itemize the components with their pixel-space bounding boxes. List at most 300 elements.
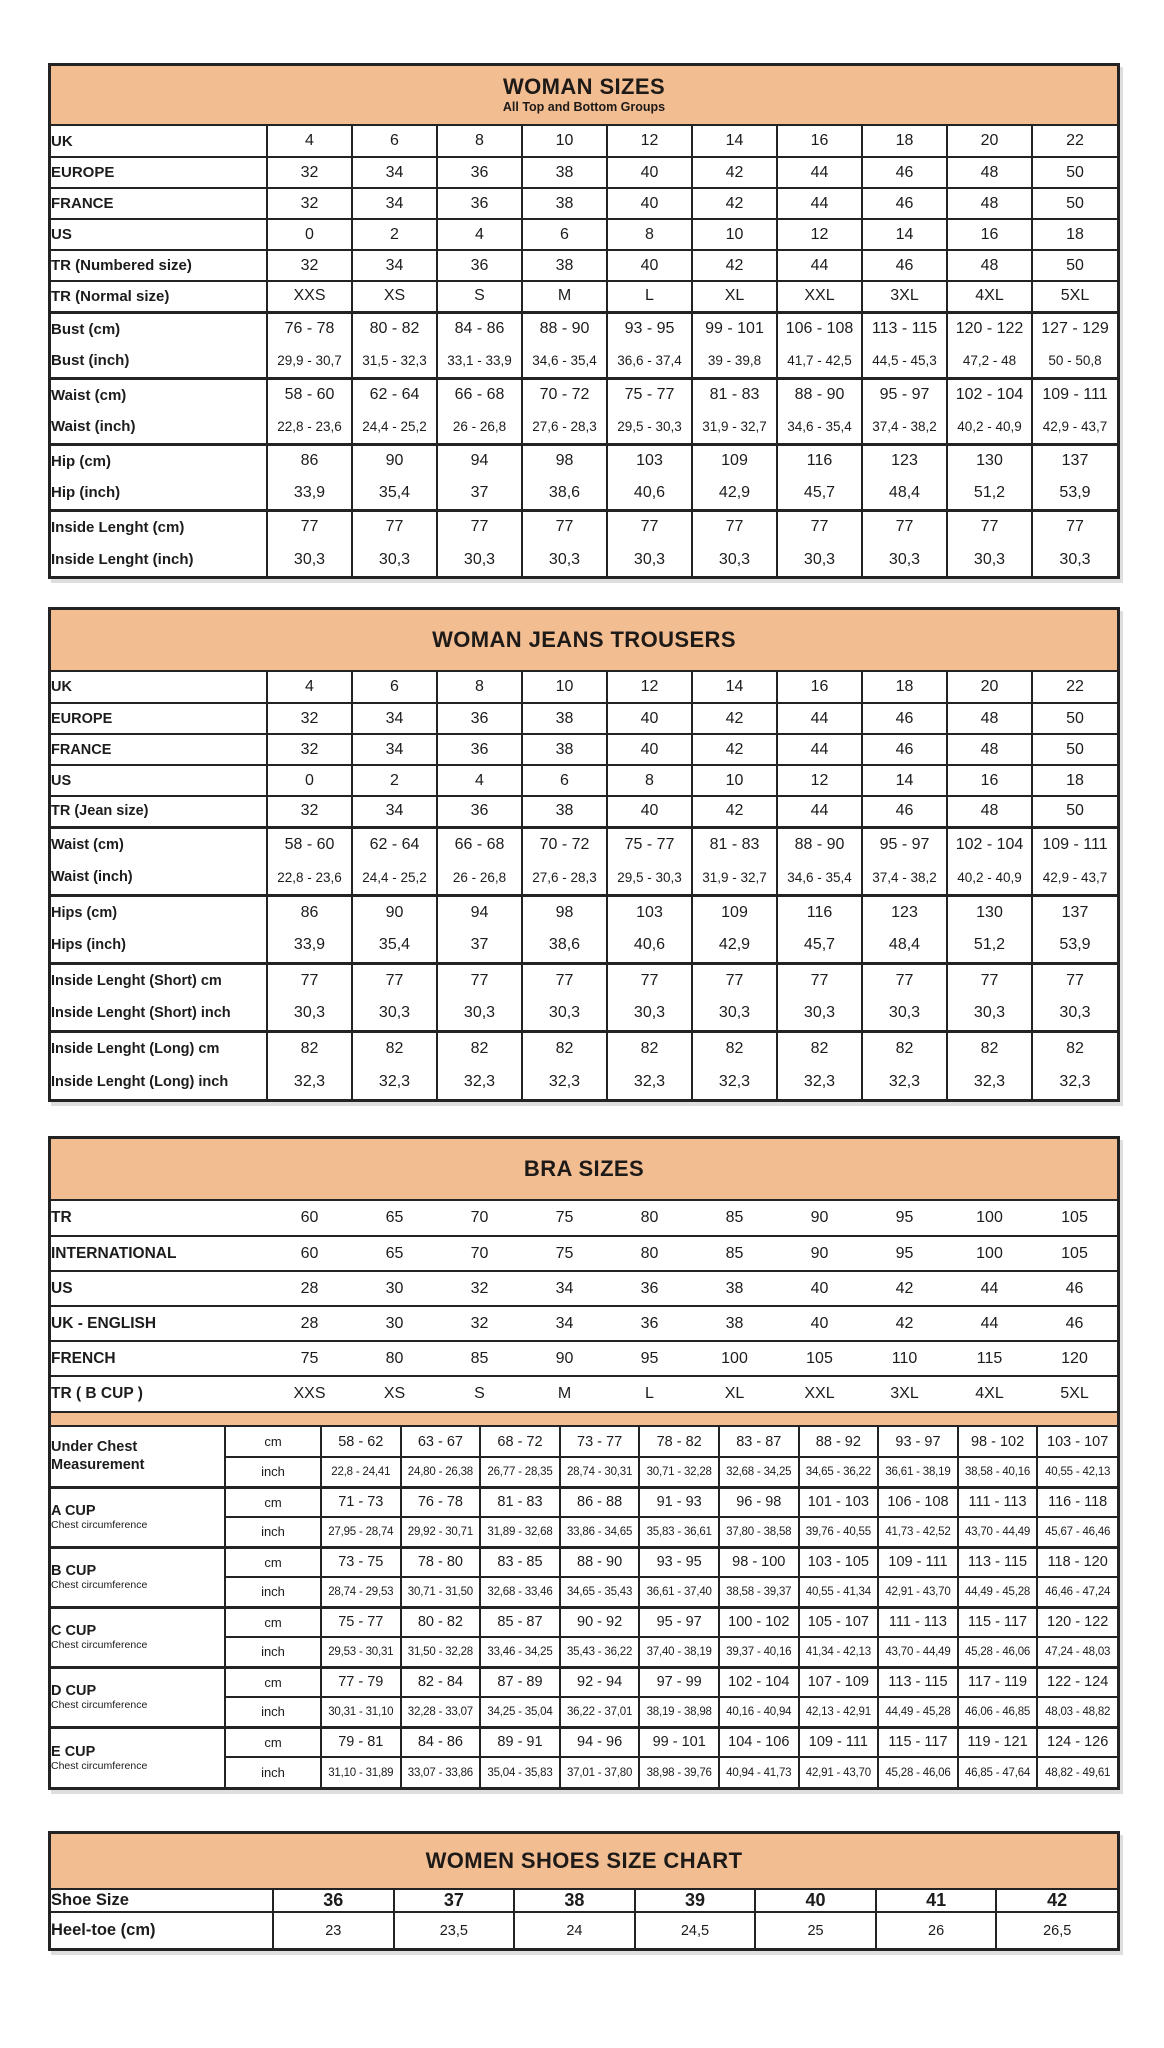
cell-value: 36 bbox=[437, 157, 522, 188]
table-row bbox=[51, 929, 1117, 963]
jeans-trousers-header bbox=[51, 610, 1117, 672]
cell-value: 34,6 - 35,4 bbox=[777, 861, 862, 895]
cell-value: 34 bbox=[352, 157, 437, 188]
cell-value: 38 bbox=[514, 1890, 635, 1912]
cell-value: 51,2 bbox=[947, 477, 1032, 510]
row-group-label: B CUP Chest circumference bbox=[51, 1547, 225, 1607]
cell-value: 75 - 77 bbox=[607, 378, 692, 411]
cell-value: 37,4 - 38,2 bbox=[862, 861, 947, 895]
cell-value: 109 bbox=[692, 895, 777, 929]
cell-value: 87 - 89 bbox=[480, 1667, 560, 1697]
cell-value: 40 bbox=[607, 188, 692, 219]
cell-value: 34 bbox=[352, 796, 437, 827]
cell-value: 103 - 105 bbox=[799, 1547, 879, 1577]
cell-value: 62 - 64 bbox=[352, 827, 437, 861]
cell-value: 36,61 - 38,19 bbox=[878, 1457, 958, 1487]
cell-value: 105 - 107 bbox=[799, 1607, 879, 1637]
row-label: TR (Jean size) bbox=[51, 796, 267, 827]
unit-label: inch bbox=[225, 1457, 321, 1487]
cell-value: 109 - 111 bbox=[1032, 827, 1117, 861]
cell-value: 82 bbox=[947, 1031, 1032, 1065]
cell-value: 48,03 - 48,82 bbox=[1037, 1697, 1117, 1727]
cell-value: 89 - 91 bbox=[480, 1727, 560, 1757]
cell-value: 115 bbox=[947, 1341, 1032, 1376]
table-row bbox=[51, 1487, 1117, 1517]
cell-value: 36 bbox=[437, 703, 522, 734]
cell-value: 34,6 - 35,4 bbox=[522, 345, 607, 378]
cell-value: 77 bbox=[1032, 510, 1117, 543]
cell-value: 77 bbox=[607, 963, 692, 997]
cell-value: 43,70 - 44,49 bbox=[958, 1517, 1038, 1547]
cell-value: 26 - 26,8 bbox=[437, 861, 522, 895]
cell-value: 50 bbox=[1032, 734, 1117, 765]
row-group-label: C CUP Chest circumference bbox=[51, 1607, 225, 1667]
unit-label: inch bbox=[225, 1757, 321, 1787]
cell-value: 90 bbox=[777, 1236, 862, 1271]
cell-value: 34 bbox=[352, 188, 437, 219]
cell-value: 83 - 87 bbox=[719, 1427, 799, 1457]
table-row bbox=[51, 126, 1117, 157]
cell-value: 83 - 85 bbox=[480, 1547, 560, 1577]
cell-value: 36 bbox=[437, 188, 522, 219]
cell-value: 103 bbox=[607, 444, 692, 477]
table-row bbox=[51, 1341, 1117, 1376]
cell-value: 119 - 121 bbox=[958, 1727, 1038, 1757]
cell-value: 42 bbox=[692, 157, 777, 188]
cell-value: 14 bbox=[862, 765, 947, 796]
cell-value: 4XL bbox=[947, 1376, 1032, 1411]
row-label: TR (Normal size) bbox=[51, 281, 267, 312]
cell-value: 109 - 111 bbox=[1032, 378, 1117, 411]
cell-value: 53,9 bbox=[1032, 929, 1117, 963]
cell-value: 32,3 bbox=[607, 1065, 692, 1099]
cell-value: 35,43 - 36,22 bbox=[560, 1637, 640, 1667]
cell-value: 38,6 bbox=[522, 929, 607, 963]
row-label: Inside Lenght (cm) bbox=[51, 510, 267, 543]
cell-value: 84 - 86 bbox=[437, 312, 522, 345]
cell-value: 18 bbox=[862, 672, 947, 703]
cell-value: 50 bbox=[1032, 157, 1117, 188]
cell-value: 39 bbox=[635, 1890, 756, 1912]
cell-value: 130 bbox=[947, 895, 1032, 929]
row-label: UK bbox=[51, 679, 72, 695]
cell-value: 24,5 bbox=[635, 1912, 756, 1948]
cell-value: 77 bbox=[522, 963, 607, 997]
cell-value: 44,49 - 45,28 bbox=[878, 1697, 958, 1727]
cell-value: 6 bbox=[352, 672, 437, 703]
cell-value: 31,9 - 32,7 bbox=[692, 861, 777, 895]
cell-value: 30,3 bbox=[267, 543, 352, 576]
cell-value: 76 - 78 bbox=[401, 1487, 481, 1517]
cell-value: 75 bbox=[555, 1209, 574, 1226]
cell-value: 16 bbox=[777, 672, 862, 703]
unit-label: cm bbox=[225, 1607, 321, 1637]
cell-value: 5XL bbox=[1032, 281, 1117, 312]
cell-value: 100 bbox=[947, 1236, 1032, 1271]
cell-value: 71 - 73 bbox=[321, 1487, 401, 1517]
cell-value: 101 - 103 bbox=[799, 1487, 879, 1517]
cell-value: 30,3 bbox=[947, 543, 1032, 576]
table-row bbox=[51, 963, 1117, 997]
cell-value: 32,3 bbox=[1032, 1065, 1117, 1099]
cell-value: 26 bbox=[876, 1912, 997, 1948]
cell-value: 118 - 120 bbox=[1037, 1547, 1117, 1577]
cell-value: 109 - 111 bbox=[878, 1547, 958, 1577]
cell-value: 50 bbox=[1032, 188, 1117, 219]
cell-value: 40,16 - 40,94 bbox=[719, 1697, 799, 1727]
cell-value: 14 bbox=[692, 672, 777, 703]
cell-value: 34 bbox=[522, 1271, 607, 1306]
cell-value: 32 bbox=[267, 250, 352, 281]
cell-value: 35,4 bbox=[352, 477, 437, 510]
row-label: Hips (inch) bbox=[51, 937, 126, 954]
cell-value: XS bbox=[352, 281, 437, 312]
cell-value: 82 bbox=[777, 1031, 862, 1065]
cell-value: 40 bbox=[607, 703, 692, 734]
cell-value: XL bbox=[692, 281, 777, 312]
cell-value: 77 bbox=[947, 510, 1032, 543]
bra-conversion-table bbox=[51, 1201, 1117, 1411]
cell-value: 38 bbox=[522, 188, 607, 219]
cell-value: 18 bbox=[862, 126, 947, 157]
cell-value: 40 bbox=[755, 1890, 876, 1912]
cell-value: 37 bbox=[394, 1890, 515, 1912]
cell-value: 104 - 106 bbox=[719, 1727, 799, 1757]
cell-value: 58 - 60 bbox=[267, 827, 352, 861]
row-label: Heel-toe (cm) bbox=[51, 1912, 273, 1948]
row-label: Bust (cm) bbox=[51, 312, 267, 345]
cell-value: 26,77 - 28,35 bbox=[480, 1457, 560, 1487]
cell-value: 33,46 - 34,25 bbox=[480, 1637, 560, 1667]
row-label: FRANCE bbox=[51, 734, 267, 765]
cell-value: 115 - 117 bbox=[878, 1727, 958, 1757]
cell-value: 46,06 - 46,85 bbox=[958, 1697, 1038, 1727]
cell-value: 102 - 104 bbox=[947, 378, 1032, 411]
cell-value: 75 bbox=[522, 1236, 607, 1271]
cell-value: 29,5 - 30,3 bbox=[607, 861, 692, 895]
cell-value: 97 - 99 bbox=[639, 1667, 719, 1697]
cell-value: 14 bbox=[862, 219, 947, 250]
cell-value: 44 bbox=[777, 734, 862, 765]
cell-value: 45,28 - 46,06 bbox=[878, 1757, 958, 1787]
cell-value: 14 bbox=[692, 126, 777, 157]
cell-value: 23,5 bbox=[394, 1912, 515, 1948]
woman-sizes-subtitle: All Top and Bottom Groups bbox=[502, 99, 666, 114]
cell-value: 25 bbox=[755, 1912, 876, 1948]
cell-value: 32,68 - 34,25 bbox=[719, 1457, 799, 1487]
cell-value: 46,85 - 47,64 bbox=[958, 1757, 1038, 1787]
table-row bbox=[51, 543, 1117, 576]
cell-value: 77 bbox=[777, 963, 862, 997]
cell-value: 85 bbox=[437, 1341, 522, 1376]
cell-value: 32,68 - 33,46 bbox=[480, 1577, 560, 1607]
cell-value: 36 bbox=[607, 1271, 692, 1306]
cell-value: 82 bbox=[862, 1031, 947, 1065]
cell-value: 93 - 97 bbox=[878, 1427, 958, 1457]
cell-value: 37 bbox=[437, 477, 522, 510]
cell-value: 38,6 bbox=[522, 477, 607, 510]
cell-value: 33,1 - 33,9 bbox=[437, 345, 522, 378]
cell-value: 42 bbox=[692, 703, 777, 734]
woman-sizes-card bbox=[48, 63, 1120, 579]
cell-value: 32,3 bbox=[692, 1065, 777, 1099]
row-label: Bust (inch) bbox=[51, 352, 130, 370]
cell-value: 38 bbox=[522, 250, 607, 281]
cell-value: 42,9 - 43,7 bbox=[1032, 861, 1117, 895]
cell-value: 35,83 - 36,61 bbox=[639, 1517, 719, 1547]
cell-value: 30,3 bbox=[607, 997, 692, 1031]
cell-value: 113 - 115 bbox=[958, 1547, 1038, 1577]
cell-value: 8 bbox=[437, 672, 522, 703]
cell-value: 48 bbox=[947, 703, 1032, 734]
cell-value: 37,80 - 38,58 bbox=[719, 1517, 799, 1547]
cell-value: 32 bbox=[267, 734, 352, 765]
cell-value: 4 bbox=[267, 126, 352, 157]
table-row bbox=[51, 219, 1117, 250]
cell-value: 40 bbox=[777, 1271, 862, 1306]
cell-value: 100 - 102 bbox=[719, 1607, 799, 1637]
cell-value: 32,3 bbox=[437, 1065, 522, 1099]
cell-value: 30,71 - 31,50 bbox=[401, 1577, 481, 1607]
cell-value: 4 bbox=[267, 672, 352, 703]
row-label: TR ( B CUP ) bbox=[51, 1376, 267, 1411]
cell-value: 18 bbox=[1032, 219, 1117, 250]
row-label: Hip (inch) bbox=[51, 484, 121, 502]
cell-value: 62 - 64 bbox=[352, 378, 437, 411]
cell-value: 44,5 - 45,3 bbox=[862, 345, 947, 378]
table-row bbox=[51, 796, 1117, 827]
cell-value: 32,3 bbox=[522, 1065, 607, 1099]
row-group-label: E CUP Chest circumference bbox=[51, 1727, 225, 1787]
cell-value: 90 - 92 bbox=[560, 1607, 640, 1637]
cell-value: 82 bbox=[352, 1031, 437, 1065]
cell-value: 27,6 - 28,3 bbox=[522, 861, 607, 895]
cell-value: 120 - 122 bbox=[1037, 1607, 1117, 1637]
cell-value: 33,07 - 33,86 bbox=[401, 1757, 481, 1787]
cell-value: 33,9 bbox=[267, 477, 352, 510]
cell-value: 111 - 113 bbox=[878, 1607, 958, 1637]
cell-value: 0 bbox=[267, 765, 352, 796]
cell-value: 40,94 - 41,73 bbox=[719, 1757, 799, 1787]
cell-value: 109 bbox=[692, 444, 777, 477]
cell-value: 46 bbox=[862, 796, 947, 827]
cell-value: 77 bbox=[267, 510, 352, 543]
cell-value: 117 - 119 bbox=[958, 1667, 1038, 1697]
cell-value: 30,3 bbox=[1032, 543, 1117, 576]
cell-value: 8 bbox=[607, 219, 692, 250]
cell-value: 46 bbox=[862, 734, 947, 765]
cell-value: 41,7 - 42,5 bbox=[777, 345, 862, 378]
cell-value: 42,91 - 43,70 bbox=[878, 1577, 958, 1607]
cell-value: 32 bbox=[267, 796, 352, 827]
cell-value: 81 - 83 bbox=[692, 378, 777, 411]
table-row bbox=[51, 734, 1117, 765]
cell-value: 16 bbox=[777, 126, 862, 157]
cell-value: 42,13 - 42,91 bbox=[799, 1697, 879, 1727]
cell-value: 66 - 68 bbox=[437, 827, 522, 861]
cell-value: 30,3 bbox=[862, 997, 947, 1031]
cell-value: 32 bbox=[267, 188, 352, 219]
cell-value: 95 - 97 bbox=[862, 827, 947, 861]
cell-value: 30,3 bbox=[437, 543, 522, 576]
table-row bbox=[51, 1667, 1117, 1697]
table-row bbox=[51, 1065, 1117, 1099]
cell-value: 58 - 60 bbox=[267, 378, 352, 411]
cell-value: 98 bbox=[522, 895, 607, 929]
cell-value: 38 bbox=[692, 1306, 777, 1341]
cell-value: 31,5 - 32,3 bbox=[352, 345, 437, 378]
cell-value: 30,3 bbox=[862, 543, 947, 576]
cell-value: 130 bbox=[947, 444, 1032, 477]
row-group-label: Under Chest Measurement bbox=[51, 1439, 145, 1474]
cell-value: 137 bbox=[1032, 895, 1117, 929]
cell-value: 48 bbox=[947, 250, 1032, 281]
cell-value: L bbox=[607, 1376, 692, 1411]
bra-cup-measurement-table bbox=[51, 1427, 1117, 1787]
cell-value: 23 bbox=[273, 1912, 394, 1948]
table-row bbox=[51, 1306, 1117, 1341]
cell-value: 8 bbox=[437, 126, 522, 157]
cell-value: 90 bbox=[522, 1341, 607, 1376]
cell-value: 111 - 113 bbox=[958, 1487, 1038, 1517]
cell-value: 0 bbox=[267, 219, 352, 250]
row-label: UK - ENGLISH bbox=[51, 1306, 267, 1341]
cell-value: 123 bbox=[862, 895, 947, 929]
row-label: US bbox=[51, 765, 267, 796]
cell-value: 38 bbox=[692, 1271, 777, 1306]
cell-value: 95 bbox=[607, 1341, 692, 1376]
table-row bbox=[51, 411, 1117, 444]
cell-value: 27,6 - 28,3 bbox=[522, 411, 607, 444]
cell-value: 90 bbox=[810, 1209, 829, 1226]
shoes-size-title: WOMEN SHOES SIZE CHART bbox=[425, 1847, 743, 1873]
bra-sizes-header bbox=[51, 1139, 1117, 1201]
cell-value: 42 bbox=[996, 1890, 1117, 1912]
cell-value: 115 - 117 bbox=[958, 1607, 1038, 1637]
cell-value: 96 - 98 bbox=[719, 1487, 799, 1517]
cell-value: 95 - 97 bbox=[862, 378, 947, 411]
cell-value: 70 - 72 bbox=[522, 378, 607, 411]
cell-value: XS bbox=[352, 1376, 437, 1411]
cell-value: 32 bbox=[437, 1306, 522, 1341]
table-row bbox=[51, 895, 1117, 929]
cell-value: 99 - 101 bbox=[692, 312, 777, 345]
row-label: Inside Lenght (Long) inch bbox=[51, 1074, 229, 1090]
table-row bbox=[51, 250, 1117, 281]
cell-value: 30,3 bbox=[522, 543, 607, 576]
cell-value: 26,5 bbox=[996, 1912, 1117, 1948]
row-label: Hip (cm) bbox=[51, 444, 267, 477]
cell-value: 110 bbox=[862, 1341, 947, 1376]
cell-value: 35,4 bbox=[352, 929, 437, 963]
cell-value: 42,9 bbox=[692, 477, 777, 510]
row-label: UK bbox=[51, 132, 73, 150]
jeans-trousers-table bbox=[51, 672, 1117, 1099]
cell-value: 77 bbox=[437, 963, 522, 997]
row-label: FRENCH bbox=[51, 1341, 267, 1376]
cell-value: 60 bbox=[267, 1236, 352, 1271]
cell-value: 3XL bbox=[862, 281, 947, 312]
cell-value: 40,2 - 40,9 bbox=[947, 861, 1032, 895]
cell-value: 53,9 bbox=[1032, 477, 1117, 510]
row-label: Waist (inch) bbox=[51, 869, 133, 886]
cell-value: 40,55 - 41,34 bbox=[799, 1577, 879, 1607]
cell-value: 32,3 bbox=[862, 1065, 947, 1099]
cell-value: 38,98 - 39,76 bbox=[639, 1757, 719, 1787]
cell-value: 77 bbox=[777, 510, 862, 543]
table-row bbox=[51, 1031, 1117, 1065]
table-row bbox=[51, 1376, 1117, 1411]
cell-value: S bbox=[437, 281, 522, 312]
table-row bbox=[51, 1201, 1117, 1236]
cell-value: 77 bbox=[692, 510, 777, 543]
cell-value: 98 bbox=[522, 444, 607, 477]
cell-value: 51,2 bbox=[947, 929, 1032, 963]
cell-value: 46 bbox=[862, 703, 947, 734]
cell-value: 80 bbox=[640, 1209, 659, 1226]
unit-label: cm bbox=[225, 1667, 321, 1697]
cell-value: 70 bbox=[437, 1236, 522, 1271]
cell-value: 80 bbox=[607, 1236, 692, 1271]
row-label: TR (Numbered size) bbox=[51, 250, 267, 281]
cell-value: 30,3 bbox=[522, 997, 607, 1031]
cell-value: 44 bbox=[777, 703, 862, 734]
cell-value: 40 bbox=[777, 1306, 862, 1341]
unit-label: cm bbox=[225, 1727, 321, 1757]
cell-value: 86 bbox=[267, 895, 352, 929]
cell-value: 45,7 bbox=[777, 929, 862, 963]
cell-value: 4XL bbox=[947, 281, 1032, 312]
cell-value: 44 bbox=[947, 1271, 1032, 1306]
cell-value: 77 bbox=[862, 963, 947, 997]
cell-value: 46 bbox=[862, 188, 947, 219]
cell-value: 86 - 88 bbox=[560, 1487, 640, 1517]
row-label: TR bbox=[51, 1209, 72, 1226]
cell-value: 82 - 84 bbox=[401, 1667, 481, 1697]
cell-value: 42 bbox=[692, 250, 777, 281]
cell-value: 80 - 82 bbox=[401, 1607, 481, 1637]
cell-value: 30,71 - 32,28 bbox=[639, 1457, 719, 1487]
row-label: Inside Lenght (inch) bbox=[51, 551, 194, 568]
cell-value: 27,95 - 28,74 bbox=[321, 1517, 401, 1547]
cell-value: 22 bbox=[1032, 126, 1117, 157]
cell-value: 32,3 bbox=[947, 1065, 1032, 1099]
cell-value: 12 bbox=[777, 219, 862, 250]
cell-value: 32,3 bbox=[352, 1065, 437, 1099]
cell-value: 36,61 - 37,40 bbox=[639, 1577, 719, 1607]
unit-label: cm bbox=[225, 1487, 321, 1517]
unit-label: inch bbox=[225, 1697, 321, 1727]
cell-value: 24 bbox=[514, 1912, 635, 1948]
cell-value: 42 bbox=[862, 1306, 947, 1341]
cell-value: 88 - 90 bbox=[522, 312, 607, 345]
cell-value: 44 bbox=[777, 188, 862, 219]
cell-value: 102 - 104 bbox=[947, 827, 1032, 861]
cell-value: 32,3 bbox=[267, 1065, 352, 1099]
cell-value: XXL bbox=[777, 281, 862, 312]
row-label: Waist (cm) bbox=[51, 827, 267, 861]
cell-value: 10 bbox=[522, 672, 607, 703]
cell-value: 39,37 - 40,16 bbox=[719, 1637, 799, 1667]
cell-value: 75 - 77 bbox=[607, 827, 692, 861]
cell-value: 48,4 bbox=[862, 477, 947, 510]
shoes-size-header bbox=[51, 1834, 1117, 1890]
cell-value: 42,9 - 43,7 bbox=[1032, 411, 1117, 444]
cell-value: 10 bbox=[522, 126, 607, 157]
cell-value: 103 bbox=[607, 895, 692, 929]
cell-value: 127 - 129 bbox=[1032, 312, 1117, 345]
cell-value: 36 bbox=[273, 1890, 394, 1912]
